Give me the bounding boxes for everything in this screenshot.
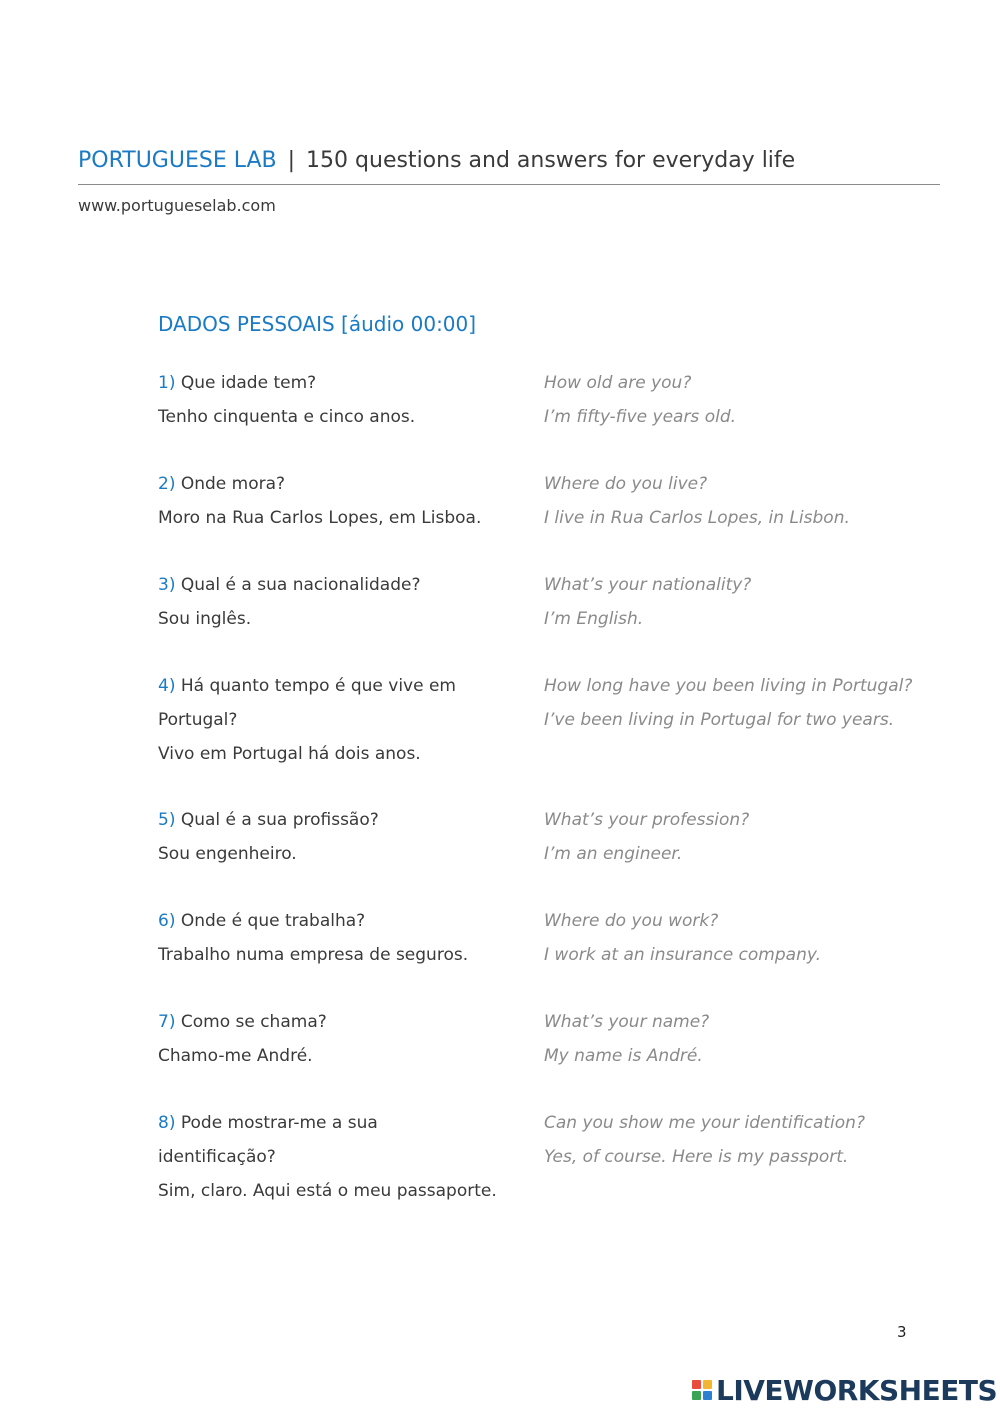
answer-en: I’m fifty-five years old. xyxy=(544,407,737,427)
english-translation xyxy=(544,904,904,972)
item-number: 6) xyxy=(158,911,176,931)
portuguese-text xyxy=(158,1106,497,1208)
header-subtitle: 150 questions and answers for everyday life xyxy=(306,148,796,173)
liveworksheets-logo[interactable] xyxy=(692,1374,997,1406)
item-number: 7) xyxy=(158,1012,176,1032)
question-pt: Há quanto tempo é que vive em Portugal? xyxy=(158,676,456,730)
english-translation xyxy=(544,669,913,737)
item-number: 5) xyxy=(158,810,176,830)
question-en: Where do you live? xyxy=(544,474,708,494)
portuguese-text xyxy=(158,467,488,535)
english-translation xyxy=(544,1005,904,1073)
question-pt: Pode mostrar-me a sua identificação? xyxy=(158,1113,378,1167)
question-en: What’s your nationality? xyxy=(544,575,752,595)
answer-en: My name is André. xyxy=(544,1046,703,1066)
item-number: 4) xyxy=(158,676,176,696)
answer-en: I work at an insurance company. xyxy=(544,945,821,965)
portuguese-text xyxy=(158,366,488,434)
question-line xyxy=(158,669,458,737)
question-line xyxy=(158,366,488,400)
question-pt: Qual é a sua nacionalidade? xyxy=(180,575,421,595)
answer-pt: Tenho cinquenta e cinco anos. xyxy=(158,407,416,427)
document-header xyxy=(78,146,940,176)
website-url[interactable]: www.portugueselab.com xyxy=(78,196,276,215)
item-number: 3) xyxy=(158,575,176,595)
english-translation xyxy=(544,803,904,871)
question-line xyxy=(158,568,488,602)
answer-pt: Moro na Rua Carlos Lopes, em Lisboa. xyxy=(158,508,482,528)
english-translation xyxy=(544,568,904,636)
item-number: 8) xyxy=(158,1113,176,1133)
liveworksheets-logo-text: LIVEWORKSHEETS xyxy=(716,1373,998,1407)
answer-pt: Trabalho numa empresa de seguros. xyxy=(158,945,469,965)
answer-en: I’ve been living in Portugal for two years. xyxy=(544,710,895,730)
question-pt: Onde é que trabalha? xyxy=(180,911,366,931)
english-translation xyxy=(544,467,904,535)
english-translation xyxy=(544,366,904,434)
portuguese-text xyxy=(158,1005,488,1073)
english-translation xyxy=(544,1106,904,1174)
answer-pt: Vivo em Portugal há dois anos. xyxy=(158,744,421,764)
brand-name: PORTUGUESE LAB xyxy=(78,148,277,173)
question-en: How old are you? xyxy=(544,373,692,393)
liveworksheets-logo-icon xyxy=(692,1380,712,1400)
answer-en: I’m English. xyxy=(544,609,644,629)
header-separator: | xyxy=(287,148,296,173)
question-pt: Qual é a sua profissão? xyxy=(180,810,379,830)
question-en: What’s your profession? xyxy=(544,810,750,830)
portuguese-text xyxy=(158,568,488,636)
question-en: What’s your name? xyxy=(544,1012,710,1032)
question-line xyxy=(158,803,488,837)
portuguese-text xyxy=(158,803,488,871)
question-en: Can you show me your identification? xyxy=(544,1113,865,1133)
answer-pt: Sim, claro. Aqui está o meu passaporte. xyxy=(158,1181,497,1201)
answer-pt: Chamo-me André. xyxy=(158,1046,313,1066)
answer-en: I live in Rua Carlos Lopes, in Lisbon. xyxy=(544,508,850,528)
question-en: Where do you work? xyxy=(544,911,719,931)
header-divider xyxy=(78,184,940,185)
question-en: How long have you been living in Portugal? xyxy=(544,676,913,696)
item-number: 1) xyxy=(158,373,176,393)
question-line xyxy=(158,467,488,501)
question-line xyxy=(158,1106,388,1174)
answer-pt: Sou inglês. xyxy=(158,609,252,629)
answer-en: Yes, of course. Here is my passport. xyxy=(544,1147,849,1167)
item-number: 2) xyxy=(158,474,176,494)
question-pt: Como se chama? xyxy=(180,1012,327,1032)
question-line xyxy=(158,1005,488,1039)
portuguese-text xyxy=(158,669,458,771)
page-number: 3 xyxy=(897,1323,907,1341)
section-title: DADOS PESSOAIS [áudio 00:00] xyxy=(158,312,477,336)
question-pt: Que idade tem? xyxy=(180,373,317,393)
portuguese-text xyxy=(158,904,488,972)
answer-pt: Sou engenheiro. xyxy=(158,844,297,864)
question-pt: Onde mora? xyxy=(180,474,286,494)
answer-en: I’m an engineer. xyxy=(544,844,683,864)
question-line xyxy=(158,904,488,938)
